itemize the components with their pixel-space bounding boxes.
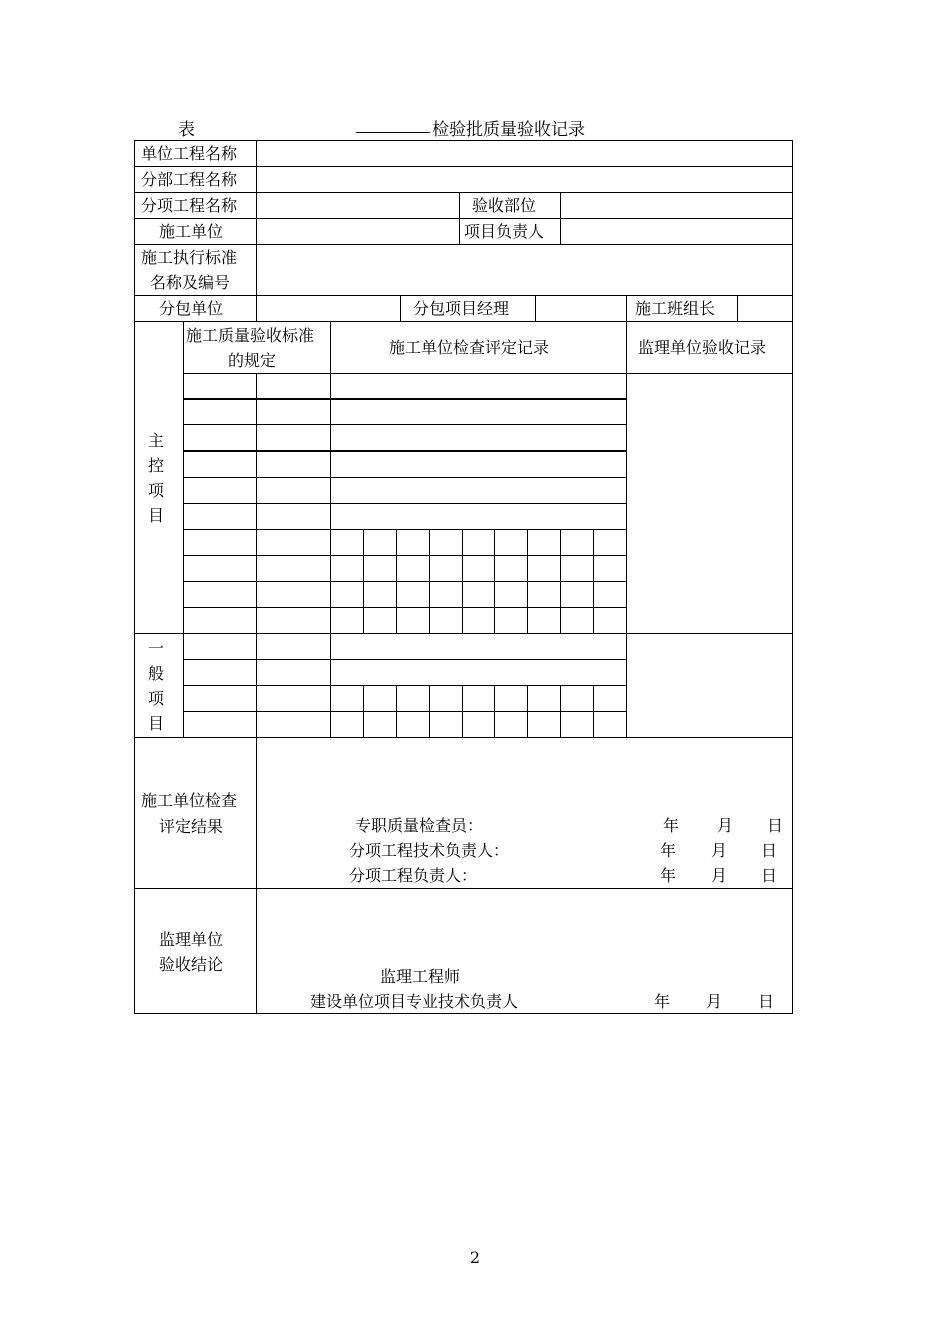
year-label: 年 bbox=[660, 866, 677, 885]
page-number: 2 bbox=[469, 1248, 481, 1267]
month-label: 月 bbox=[711, 841, 728, 860]
standard-label-line2: 名称及编号 bbox=[150, 273, 231, 292]
check-result-label-line1: 施工单位检查 bbox=[141, 791, 238, 810]
division-project-name-label: 分部工程名称 bbox=[141, 170, 238, 189]
quality-spec-header-line2: 的规定 bbox=[228, 351, 277, 370]
day-label: 日 bbox=[758, 992, 775, 1011]
supervision-record-header: 监理单位验收记录 bbox=[638, 338, 767, 357]
item-project-name-label: 分项工程名称 bbox=[141, 196, 238, 215]
quality-inspector-label: 专职质量检查员： bbox=[355, 816, 484, 835]
year-label: 年 bbox=[660, 841, 677, 860]
project-manager-label: 项目负责人 bbox=[464, 222, 545, 241]
acceptance-location-label: 验收部位 bbox=[472, 196, 537, 215]
main-items-label: 主控项目 bbox=[147, 431, 164, 525]
day-label: 日 bbox=[761, 841, 778, 860]
page-title: 检验批质量验收记录 bbox=[432, 120, 585, 140]
construction-check-record-header: 施工单位检查评定记录 bbox=[389, 338, 550, 357]
day-label: 日 bbox=[767, 816, 784, 835]
supervision-engineer-label: 监理工程师 bbox=[380, 967, 461, 986]
quality-spec-header-line1: 施工质量验收标准 bbox=[186, 326, 315, 345]
month-label: 月 bbox=[717, 816, 734, 835]
subcontract-unit-label: 分包单位 bbox=[159, 299, 224, 318]
month-label: 月 bbox=[711, 866, 728, 885]
owner-tech-lead-label: 建设单位项目专业技术负责人 bbox=[310, 992, 519, 1011]
construction-unit-label: 施工单位 bbox=[159, 222, 224, 241]
unit-project-name-label: 单位工程名称 bbox=[141, 144, 238, 163]
check-result-label-line2: 评定结果 bbox=[159, 817, 224, 836]
general-items-label: 一般项目 bbox=[147, 639, 164, 733]
year-label: 年 bbox=[654, 992, 671, 1011]
table-prefix: 表 bbox=[178, 120, 195, 140]
supervision-label-line1: 监理单位 bbox=[159, 930, 224, 949]
day-label: 日 bbox=[761, 866, 778, 885]
standard-label-line1: 施工执行标准 bbox=[141, 248, 238, 267]
team-leader-label: 施工班组长 bbox=[635, 299, 716, 318]
tech-lead-label: 分项工程技术负责人： bbox=[349, 841, 510, 860]
item-lead-label: 分项工程负责人： bbox=[349, 866, 478, 885]
subcontract-manager-label: 分包项目经理 bbox=[413, 299, 510, 318]
supervision-label-line2: 验收结论 bbox=[159, 955, 224, 974]
year-label: 年 bbox=[663, 816, 680, 835]
month-label: 月 bbox=[706, 992, 723, 1011]
